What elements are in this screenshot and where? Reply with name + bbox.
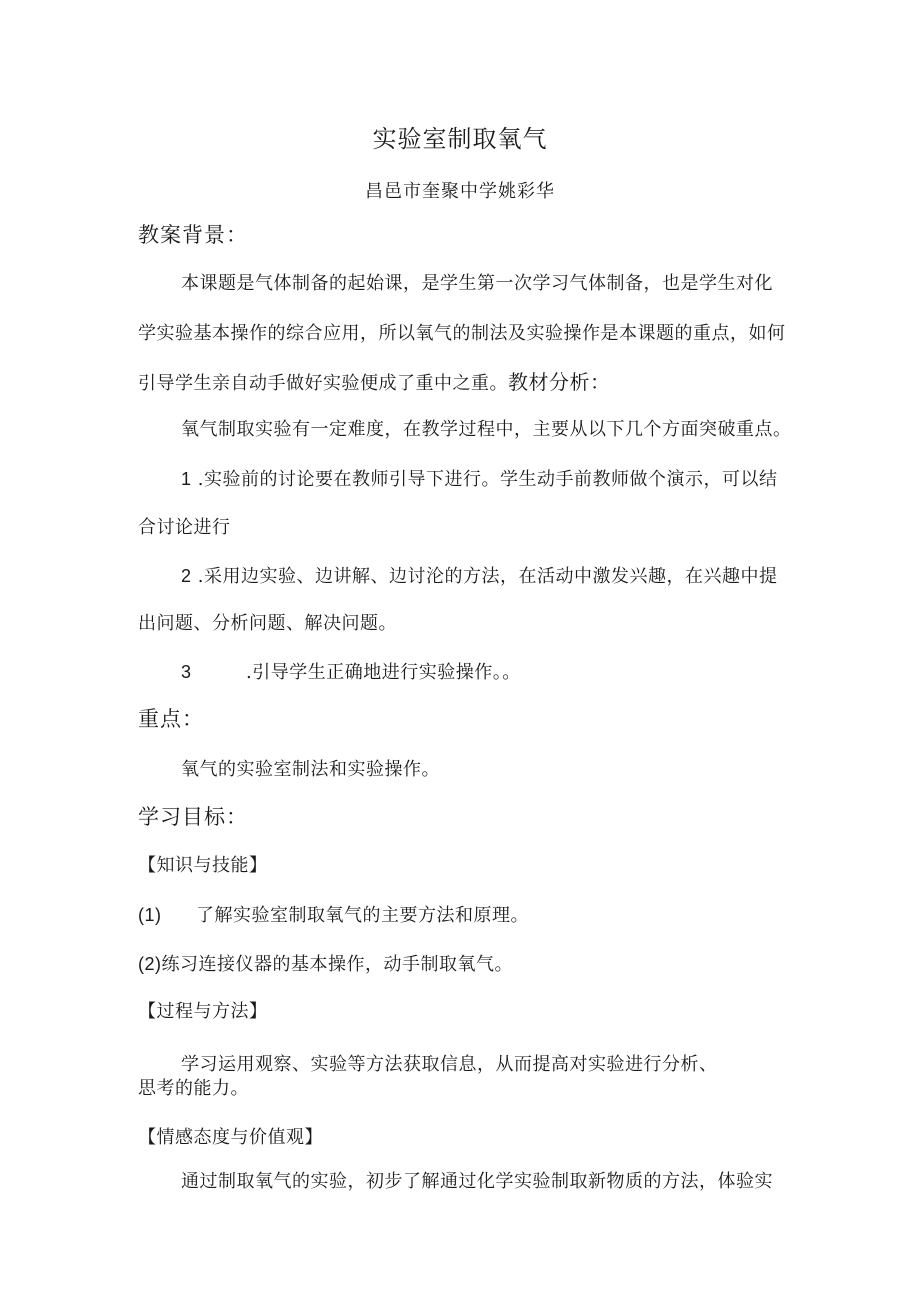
knowledge-item-2-text: 练习连接仪器的基本操作，动手制取氧气。 (161, 954, 513, 975)
analysis-item-2 (181, 564, 777, 589)
document-title: 实验室制取氧气 (372, 125, 548, 153)
knowledge-item-1-number: (1) (138, 905, 162, 925)
analysis-item-1-number: 1 (181, 469, 192, 489)
process-heading: 【过程与方法】 (138, 1001, 268, 1022)
background-line-3-text: 引导学生亲自动手做好实验便成了重中之重。 (138, 373, 508, 394)
background-line-1: 本课题是气体制备的起始课，是学生第一次学习气体制备，也是学生对化 (181, 273, 773, 294)
analysis-intro: 氧气制取实验有一定难度，在教学过程中，主要从以下几个方面突破重点。 (181, 419, 792, 440)
knowledge-item-2-number: (2) (138, 954, 162, 974)
knowledge-item-1-text: 了解实验室制取氧气的主要方法和原理。 (195, 905, 529, 926)
analysis-item-2-continued: 出问题、分析问题、解决问题。 (138, 613, 397, 634)
analysis-item-1 (181, 467, 777, 492)
process-line-2: 思考的能力。 (138, 1078, 249, 1099)
analysis-item-3 (181, 660, 521, 685)
analysis-item-2-number: 2 (181, 566, 192, 586)
objectives-heading: 学习目标： (138, 805, 248, 829)
analysis-item-3-text: .引导学生正确地进行实验操作。。 (245, 662, 521, 683)
knowledge-item-1 (138, 903, 529, 928)
knowledge-heading: 【知识与技能】 (138, 855, 268, 876)
analysis-item-1-text: .实验前的讨论要在教师引导下进行。学生动手前教师做个演示，可以结 (197, 469, 778, 490)
background-line-3 (138, 370, 611, 396)
emotion-line-1: 通过制取氧气的实验，初步了解通过化学实验制取新物质的方法，体验实 (181, 1171, 773, 1192)
background-heading: 教案背景： (138, 223, 248, 247)
background-line-2: 学实验基本操作的综合应用，所以氧气的制法及实验操作是本课题的重点，如何 (138, 323, 786, 344)
emotion-heading: 【情感态度与价值观】 (138, 1127, 323, 1148)
knowledge-item-2 (138, 952, 513, 977)
analysis-item-1-continued: 合讨论进行 (138, 517, 231, 538)
analysis-item-3-number: 3 (181, 662, 192, 682)
key-point-heading: 重点： (138, 707, 204, 731)
document-author: 昌邑市奎聚中学姚彩华 (365, 181, 555, 202)
process-line-1: 学习运用观察、实验等方法获取信息，从而提高对实验进行分析、 (181, 1054, 718, 1075)
analysis-heading: 教材分析： (508, 370, 611, 394)
analysis-item-2-text: .采用边实验、边讲解、边讨沦的方法，在活动中激发兴趣，在兴趣中提 (197, 566, 778, 587)
key-point-text: 氧气的实验室制法和实验操作。 (181, 759, 440, 780)
